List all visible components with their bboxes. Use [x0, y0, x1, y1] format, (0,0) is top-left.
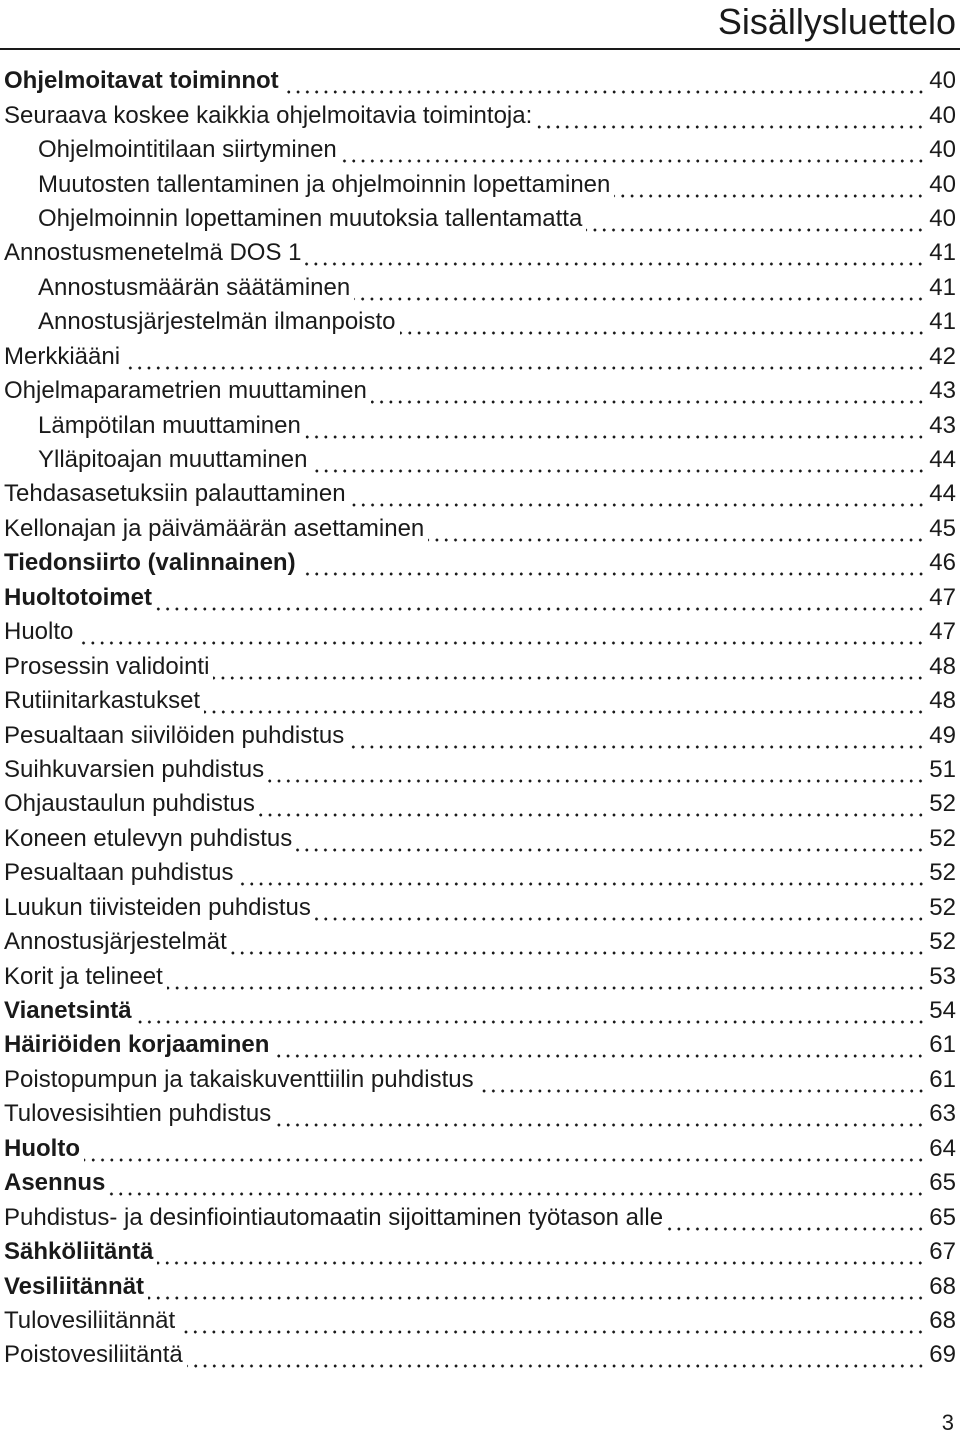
toc-entry-page: 46 [929, 549, 956, 577]
toc-entry[interactable] [0, 1235, 960, 1269]
dot-leader [312, 447, 926, 473]
toc-entry-page: 47 [929, 618, 956, 646]
toc-entry[interactable] [0, 649, 960, 683]
dot-leader [667, 1205, 925, 1231]
toc-entry-page: 40 [929, 170, 956, 198]
toc-entry-page: 40 [929, 101, 956, 129]
toc-entry[interactable] [0, 167, 960, 201]
toc-entry[interactable] [0, 787, 960, 821]
header-divider [0, 48, 960, 50]
toc-entry-title: Merkkiääni [4, 342, 121, 370]
toc-entry-page: 52 [929, 859, 956, 887]
toc-entry-title: Suihkuvarsien puhdistus [4, 755, 265, 783]
toc-entry[interactable] [0, 408, 960, 442]
toc-entry-page: 42 [929, 342, 956, 370]
toc-entry-title: Kellonajan ja päivämäärän asettaminen [4, 514, 425, 542]
dot-leader [348, 723, 925, 749]
dot-leader [273, 1032, 925, 1058]
dot-leader [478, 1067, 926, 1093]
toc-entry-title: Huolto [4, 618, 74, 646]
toc-entry-page: 40 [929, 204, 956, 232]
dot-leader [77, 619, 925, 645]
toc-entry[interactable] [0, 340, 960, 374]
toc-entry-title: Lämpötilan muuttaminen [38, 411, 301, 439]
toc-entry[interactable] [0, 98, 960, 132]
dot-leader [315, 895, 925, 921]
dot-leader [371, 378, 925, 404]
toc-entry-title: Puhdistus- ja desinfiointiautomaatin sijoittaminen työtason alle [4, 1203, 664, 1231]
toc-entry-page: 43 [929, 377, 956, 405]
dot-leader [354, 275, 925, 301]
toc-entry[interactable] [0, 443, 960, 477]
toc-entry-page: 65 [929, 1203, 956, 1231]
toc-entry[interactable] [0, 374, 960, 408]
toc-entry-title: Seuraava koskee kaikkia ohjelmoitavia toimintoja: [4, 101, 533, 129]
toc-entry-page: 41 [929, 239, 956, 267]
toc-entry[interactable] [0, 718, 960, 752]
toc-entry-page: 68 [929, 1272, 956, 1300]
toc-entry[interactable] [0, 305, 960, 339]
toc-entry-title: Vesiliitännät [4, 1272, 145, 1300]
toc-entry[interactable] [0, 959, 960, 993]
toc-entry-page: 45 [929, 514, 956, 542]
dot-leader [275, 1101, 925, 1127]
toc-entry-title: Koneen etulevyn puhdistus [4, 824, 293, 852]
dot-leader [296, 826, 925, 852]
toc-entry-page: 67 [929, 1238, 956, 1266]
toc-entry-title: Rutiinitarkastukset [4, 687, 201, 715]
dot-leader [213, 654, 925, 680]
dot-leader [614, 172, 925, 198]
toc-entry-title: Ohjelmoitavat toiminnot [4, 67, 279, 95]
toc-entry[interactable] [0, 1132, 960, 1166]
toc-entry-title: Poistopumpun ja takaiskuventtiilin puhdistus [4, 1065, 474, 1093]
toc-entry-title: Ohjaustaulun puhdistus [4, 790, 255, 818]
dot-leader [156, 585, 925, 611]
toc-entry[interactable] [0, 236, 960, 270]
toc-entry-page: 48 [929, 652, 956, 680]
toc-entry[interactable] [0, 581, 960, 615]
toc-entry[interactable] [0, 133, 960, 167]
toc-entry[interactable] [0, 615, 960, 649]
toc-entry-title: Muutosten tallentaminen ja ohjelmoinnin lopettaminen [38, 170, 611, 198]
toc-entry-page: 40 [929, 136, 956, 164]
toc-entry[interactable] [0, 925, 960, 959]
toc-entry-title: Huolto [4, 1134, 80, 1162]
toc-entry-title: Tehdasasetuksiin palauttaminen [4, 480, 346, 508]
toc-entry[interactable] [0, 477, 960, 511]
toc-entry[interactable] [0, 994, 960, 1028]
toc-entry-page: 51 [929, 755, 956, 783]
toc-entry-title: Ohjelmoinnin lopettaminen muutoksia tallentamatta [38, 204, 583, 232]
dot-leader [167, 964, 926, 990]
toc-entry[interactable] [0, 822, 960, 856]
dot-leader [84, 1136, 925, 1162]
dot-leader [231, 929, 926, 955]
toc-entry[interactable] [0, 1200, 960, 1234]
toc-entry-page: 61 [929, 1065, 956, 1093]
toc-entry-page: 68 [929, 1306, 956, 1334]
toc-entry[interactable] [0, 64, 960, 98]
dot-leader [300, 550, 926, 576]
dot-leader [341, 137, 926, 163]
toc-entry-page: 40 [929, 67, 956, 95]
toc-entry-title: Annostusjärjestelmän ilmanpoisto [38, 308, 396, 336]
toc-entry[interactable] [0, 1338, 960, 1372]
toc-entry-title: Häiriöiden korjaaminen [4, 1031, 270, 1059]
dot-leader [305, 240, 925, 266]
page-header [0, 0, 960, 52]
toc-entry-page: 44 [929, 446, 956, 474]
dot-leader [428, 516, 925, 542]
toc-entry-title: Pesualtaan puhdistus [4, 859, 234, 887]
toc-entry-page: 47 [929, 583, 956, 611]
dot-leader [536, 103, 925, 129]
toc-entry[interactable] [0, 202, 960, 236]
toc-entry-title: Korit ja telineet [4, 962, 163, 990]
toc-entry-title: Tulovesiliitännät [4, 1306, 176, 1334]
dot-leader [586, 206, 925, 232]
toc-entry-title: Asennus [4, 1169, 106, 1197]
toc-entry[interactable] [0, 753, 960, 787]
dot-leader [109, 1170, 925, 1196]
toc-entry-title: Tulovesisihtien puhdistus [4, 1100, 272, 1128]
toc-entry-page: 41 [929, 273, 956, 301]
toc-entry-page: 52 [929, 893, 956, 921]
toc-entry[interactable] [0, 891, 960, 925]
toc-entry-page: 52 [929, 928, 956, 956]
toc-entry-page: 44 [929, 480, 956, 508]
toc-entry-page: 41 [929, 308, 956, 336]
dot-leader [204, 688, 925, 714]
toc-entry-title: Ohjelmointitilaan siirtyminen [38, 136, 337, 164]
toc-entry-title: Annostusmäärän säätäminen [38, 273, 351, 301]
dot-leader [238, 860, 926, 886]
toc-entry-title: Huoltotoimet [4, 583, 152, 611]
toc-entry[interactable] [0, 684, 960, 718]
toc-entry-page: 53 [929, 962, 956, 990]
toc-entry-title: Sähköliitäntä [4, 1238, 154, 1266]
page-number: 3 [941, 1410, 954, 1435]
toc-entry-title: Prosessin validointi [4, 652, 210, 680]
toc-entry[interactable] [0, 271, 960, 305]
toc-entry-page: 61 [929, 1031, 956, 1059]
toc-entry-title: Luukun tiivisteiden puhdistus [4, 893, 311, 921]
toc-entry-page: 69 [929, 1341, 956, 1369]
dot-leader [400, 309, 926, 335]
toc-entry[interactable] [0, 512, 960, 546]
dot-leader [305, 413, 925, 439]
dot-leader [179, 1308, 925, 1334]
toc-entry-title: Ylläpitoajan muuttaminen [38, 446, 308, 474]
table-of-contents [0, 64, 960, 1373]
toc-entry-page: 64 [929, 1134, 956, 1162]
dot-leader [350, 481, 926, 507]
dot-leader [283, 68, 926, 94]
toc-entry-title: Annostusjärjestelmät [4, 928, 227, 956]
toc-entry[interactable] [0, 856, 960, 890]
toc-entry-page: 52 [929, 790, 956, 818]
dot-leader [136, 998, 926, 1024]
toc-entry[interactable] [0, 1028, 960, 1062]
toc-entry-page: 63 [929, 1100, 956, 1128]
dot-leader [187, 1342, 926, 1368]
toc-entry[interactable] [0, 1097, 960, 1131]
dot-leader [157, 1239, 925, 1265]
dot-leader [259, 791, 925, 817]
toc-entry[interactable] [0, 546, 960, 580]
toc-entry[interactable] [0, 1166, 960, 1200]
toc-entry-page: 48 [929, 687, 956, 715]
toc-entry-title: Annostusmenetelmä DOS 1 [4, 239, 302, 267]
toc-entry-page: 65 [929, 1169, 956, 1197]
toc-entry-title: Vianetsintä [4, 997, 132, 1025]
toc-entry[interactable] [0, 1063, 960, 1097]
toc-entry-title: Pesualtaan siivilöiden puhdistus [4, 721, 345, 749]
dot-leader [124, 344, 925, 370]
toc-entry[interactable] [0, 1304, 960, 1338]
toc-entry-page: 54 [929, 997, 956, 1025]
dot-leader [148, 1274, 925, 1300]
page-title: Sisällysluettelo [717, 1, 956, 42]
toc-entry-page: 43 [929, 411, 956, 439]
toc-entry-title: Tiedonsiirto (valinnainen) [4, 549, 296, 577]
toc-entry[interactable] [0, 1269, 960, 1303]
toc-entry-title: Ohjelmaparametrien muuttaminen [4, 377, 367, 405]
toc-entry-page: 49 [929, 721, 956, 749]
dot-leader [268, 757, 925, 783]
toc-entry-page: 52 [929, 824, 956, 852]
toc-entry-title: Poistovesiliitäntä [4, 1341, 183, 1369]
